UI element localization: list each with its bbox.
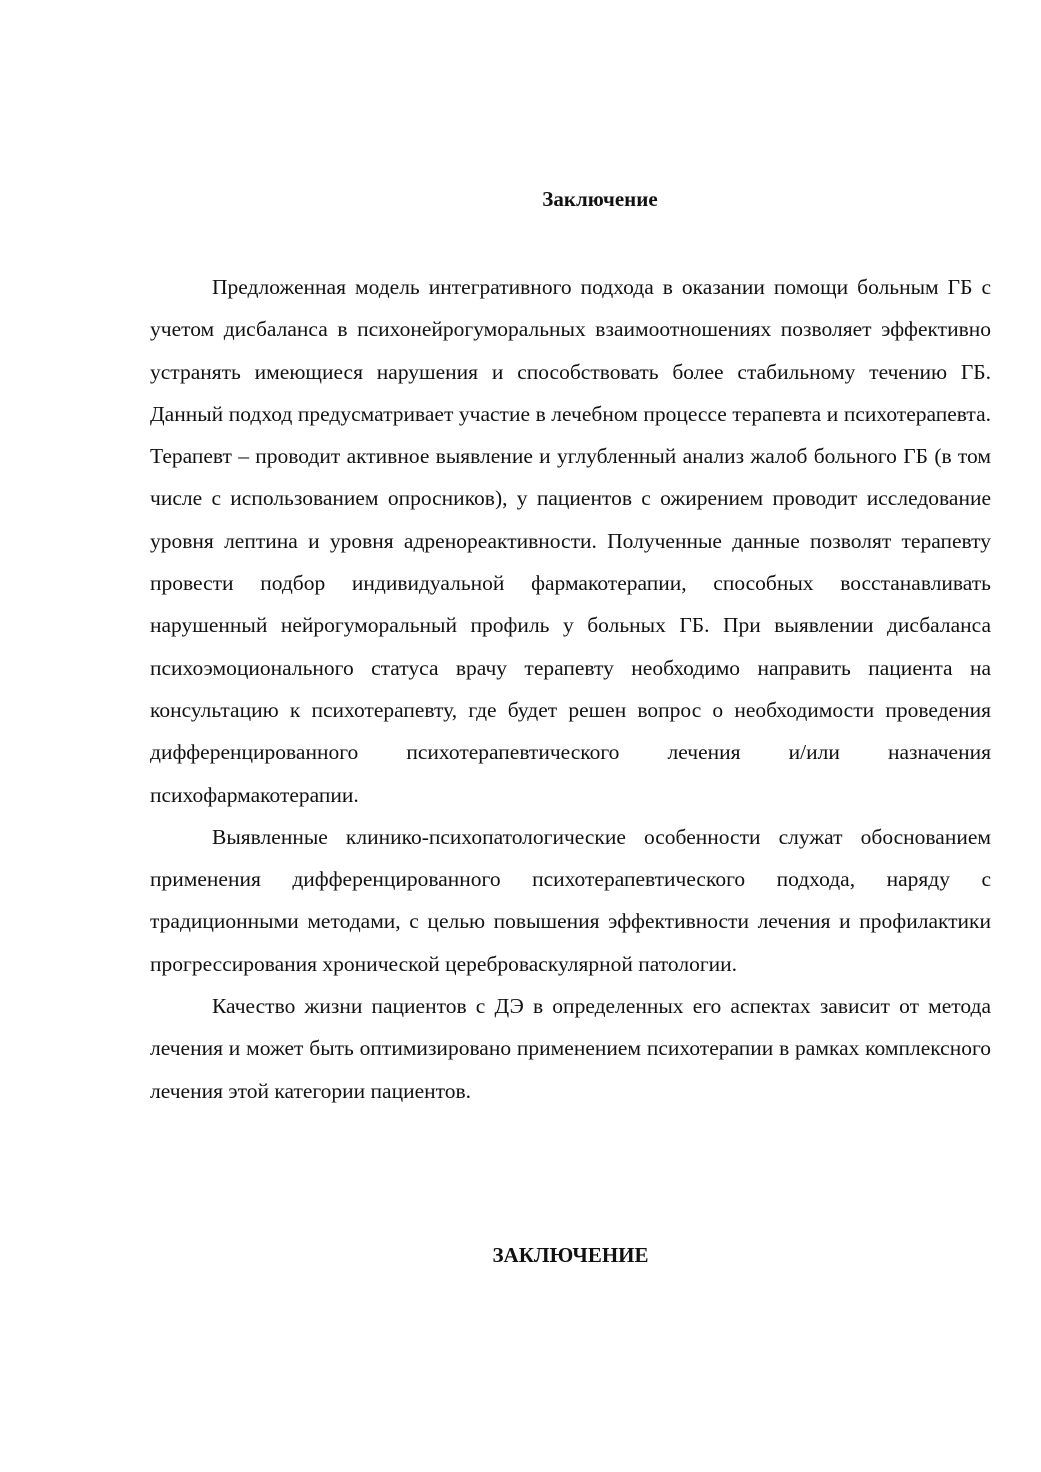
- section-heading: ЗАКЛЮЧЕНИЕ: [492, 1243, 649, 1267]
- paragraph-features: Выявленные клинико-психопатологические особенности служат обоснованием применения дифференцированного психотерапевтического подхода, наряду с традиционными методами, с целью повышения эффективности лечения и профилактики прогрессирования хронической цереброваскулярной патологии.: [150, 824, 991, 976]
- paragraph-quality-of-life: Качество жизни пациентов с ДЭ в определенных его аспектах зависит от метода лечения и может быть оптимизировано применением психотерапии в рамках комплексного лечения этой категории пациентов.: [150, 994, 991, 1103]
- page-title: Заключение: [542, 187, 658, 211]
- document-body: [150, 266, 991, 1112]
- paragraph-model: Предложенная модель интегративного подхода в оказании помощи больным ГБ с учетом дисбаланса в психонейрогуморальных взаимоотношениях позволяет эффективно устранять имеющиеся нарушения и способствовать более стабильному течению ГБ. Данный подход предусматривает участие в лечебном процессе терапевта и психотерапевта. Терапевт – проводит активное выявление и углубленный анализ жалоб больного ГБ (в том числе с использованием опросников), у пациентов с ожирением проводит исследование уровня лептина и уровня адренореактивности. Полученные данные позволят терапевту провести подбор индивидуальной фармакотерапии, способных восстанавливать нарушенный нейрогуморальный профиль у больных ГБ. При выявлении дисбаланса психоэмоционального статуса врачу терапевту необходимо направить пациента на консультацию к психотерапевту, где будет решен вопрос о необходимости проведения дифференцированного психотерапевтического лечения и/или назначения психофармакотерапии.: [150, 275, 991, 807]
